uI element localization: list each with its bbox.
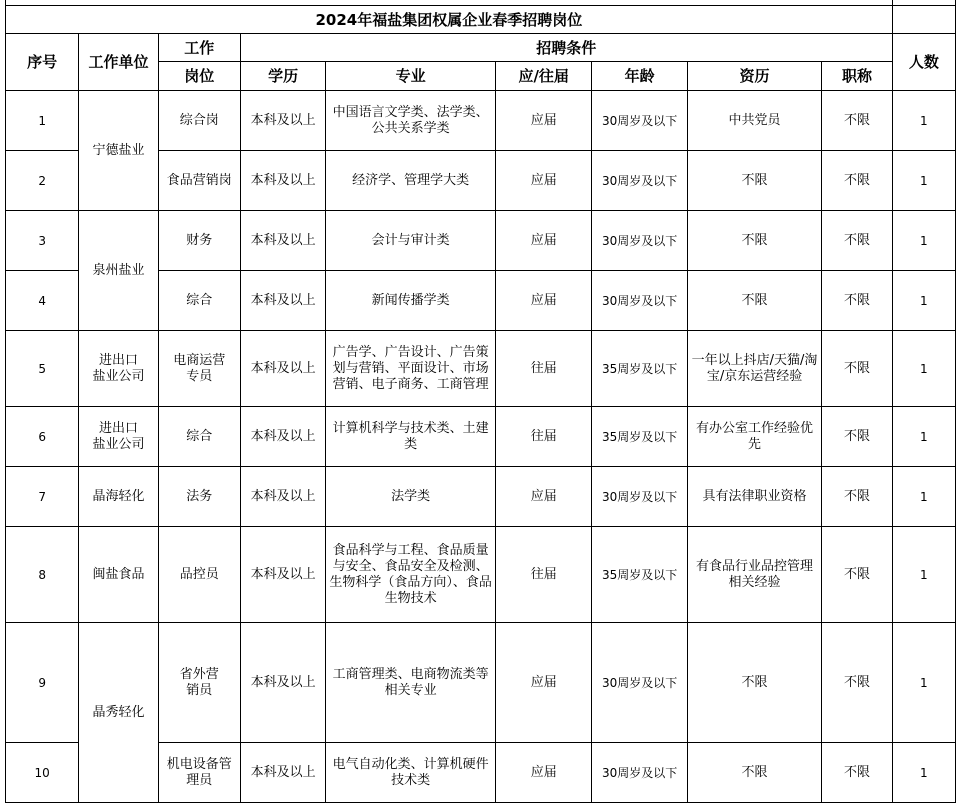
row-major: 计算机科学与技术类、土建类: [326, 407, 496, 467]
table-row: [6, 527, 956, 623]
table-title: 2024年福盐集团权属企业春季招聘岗位: [6, 6, 893, 34]
row-education: 本科及以上: [240, 623, 325, 743]
row-count: 1: [892, 151, 955, 211]
row-seq: 2: [6, 151, 79, 211]
row-seq: 8: [6, 527, 79, 623]
row-fresh: 往届: [496, 527, 592, 623]
table-row: [6, 623, 956, 743]
row-title-rank: 不限: [822, 91, 892, 151]
table-row: [6, 211, 956, 271]
row-age: 35周岁及以下: [592, 331, 687, 407]
row-count: 1: [892, 91, 955, 151]
row-qualification: 不限: [687, 623, 822, 743]
row-fresh: 应届: [496, 211, 592, 271]
row-fresh: 往届: [496, 331, 592, 407]
row-education: 本科及以上: [240, 271, 325, 331]
table-row: [6, 407, 956, 467]
header-fresh: 应/往届: [496, 62, 592, 91]
row-age: 30周岁及以下: [592, 623, 687, 743]
header-major: 专业: [326, 62, 496, 91]
row-education: 本科及以上: [240, 467, 325, 527]
row-count: 1: [892, 211, 955, 271]
row-education: 本科及以上: [240, 91, 325, 151]
row-count: 1: [892, 743, 955, 803]
unit-cell: 晶秀轻化: [79, 623, 158, 803]
row-count: 1: [892, 623, 955, 743]
row-age: 30周岁及以下: [592, 151, 687, 211]
row-fresh: 应届: [496, 151, 592, 211]
row-qualification: 不限: [687, 211, 822, 271]
row-title-rank: 不限: [822, 151, 892, 211]
row-title-rank: 不限: [822, 743, 892, 803]
unit-cell: 进出口 盐业公司: [79, 407, 158, 467]
row-education: 本科及以上: [240, 407, 325, 467]
row-qualification: 中共党员: [687, 91, 822, 151]
row-major: 经济学、管理学大类: [326, 151, 496, 211]
header-title-rank: 职称: [822, 62, 892, 91]
header-seq: 序号: [6, 34, 79, 91]
row-position: 品控员: [158, 527, 240, 623]
table-row: [6, 467, 956, 527]
row-position: 综合: [158, 407, 240, 467]
row-education: 本科及以上: [240, 331, 325, 407]
row-major: 食品科学与工程、食品质量与安全、食品安全及检测、生物科学（食品方向）、食品生物技术: [326, 527, 496, 623]
header-age: 年龄: [592, 62, 687, 91]
row-qualification: 有食品行业品控管理相关经验: [687, 527, 822, 623]
row-major: 电气自动化类、计算机硬件技术类: [326, 743, 496, 803]
unit-cell: 晶海轻化: [79, 467, 158, 527]
row-title-rank: 不限: [822, 331, 892, 407]
row-major: 法学类: [326, 467, 496, 527]
row-major: 中国语言文学类、法学类、公共关系学类: [326, 91, 496, 151]
row-education: 本科及以上: [240, 211, 325, 271]
row-seq: 10: [6, 743, 79, 803]
row-position: 食品营销岗: [158, 151, 240, 211]
row-qualification: 具有法律职业资格: [687, 467, 822, 527]
row-fresh: 应届: [496, 271, 592, 331]
row-position: 综合: [158, 271, 240, 331]
row-age: 30周岁及以下: [592, 271, 687, 331]
row-major: 新闻传播学类: [326, 271, 496, 331]
row-seq: 1: [6, 91, 79, 151]
row-count: 1: [892, 271, 955, 331]
row-count: 1: [892, 527, 955, 623]
unit-cell: 进出口 盐业公司: [79, 331, 158, 407]
row-age: 30周岁及以下: [592, 91, 687, 151]
row-title-rank: 不限: [822, 271, 892, 331]
header-count: 人数: [892, 34, 955, 91]
row-seq: 5: [6, 331, 79, 407]
row-fresh: 应届: [496, 467, 592, 527]
row-qualification: 不限: [687, 271, 822, 331]
header-conditions: 招聘条件: [240, 34, 892, 62]
title-row: [6, 6, 956, 34]
table-row: [6, 331, 956, 407]
row-education: 本科及以上: [240, 151, 325, 211]
row-age: 35周岁及以下: [592, 527, 687, 623]
row-title-rank: 不限: [822, 211, 892, 271]
row-age: 30周岁及以下: [592, 211, 687, 271]
row-major: 工商管理类、电商物流类等相关专业: [326, 623, 496, 743]
table-row: [6, 91, 956, 151]
row-age: 30周岁及以下: [592, 743, 687, 803]
header-unit: 工作单位: [79, 34, 158, 91]
row-fresh: 应届: [496, 743, 592, 803]
header-qualification: 资历: [687, 62, 822, 91]
row-position: 机电设备管 理员: [158, 743, 240, 803]
row-title-rank: 不限: [822, 467, 892, 527]
row-major: 广告学、广告设计、广告策划与营销、平面设计、市场营销、电子商务、工商管理: [326, 331, 496, 407]
unit-cell: 闽盐食品: [79, 527, 158, 623]
row-count: 1: [892, 467, 955, 527]
row-seq: 6: [6, 407, 79, 467]
row-qualification: 一年以上抖店/天猫/淘宝/京东运营经验: [687, 331, 822, 407]
row-qualification: 不限: [687, 151, 822, 211]
row-fresh: 应届: [496, 623, 592, 743]
header-row-1: [6, 34, 956, 62]
row-position: 财务: [158, 211, 240, 271]
row-position: 省外营 销员: [158, 623, 240, 743]
row-fresh: 应届: [496, 91, 592, 151]
recruitment-table: [5, 5, 956, 803]
header-position-bottom: 岗位: [158, 62, 240, 91]
row-position: 综合岗: [158, 91, 240, 151]
row-title-rank: 不限: [822, 527, 892, 623]
header-position-top: 工作: [158, 34, 240, 62]
row-position: 电商运营 专员: [158, 331, 240, 407]
row-title-rank: 不限: [822, 623, 892, 743]
row-major: 会计与审计类: [326, 211, 496, 271]
row-education: 本科及以上: [240, 527, 325, 623]
row-qualification: 有办公室工作经验优先: [687, 407, 822, 467]
row-count: 1: [892, 407, 955, 467]
row-position: 法务: [158, 467, 240, 527]
row-qualification: 不限: [687, 743, 822, 803]
title-row-empty-cell: [892, 6, 955, 34]
row-seq: 7: [6, 467, 79, 527]
row-education: 本科及以上: [240, 743, 325, 803]
row-fresh: 往届: [496, 407, 592, 467]
row-title-rank: 不限: [822, 407, 892, 467]
header-education: 学历: [240, 62, 325, 91]
row-age: 35周岁及以下: [592, 407, 687, 467]
row-seq: 9: [6, 623, 79, 743]
unit-cell: 宁德盐业: [79, 91, 158, 211]
row-seq: 4: [6, 271, 79, 331]
row-age: 30周岁及以下: [592, 467, 687, 527]
unit-cell: 泉州盐业: [79, 211, 158, 331]
row-seq: 3: [6, 211, 79, 271]
row-count: 1: [892, 331, 955, 407]
